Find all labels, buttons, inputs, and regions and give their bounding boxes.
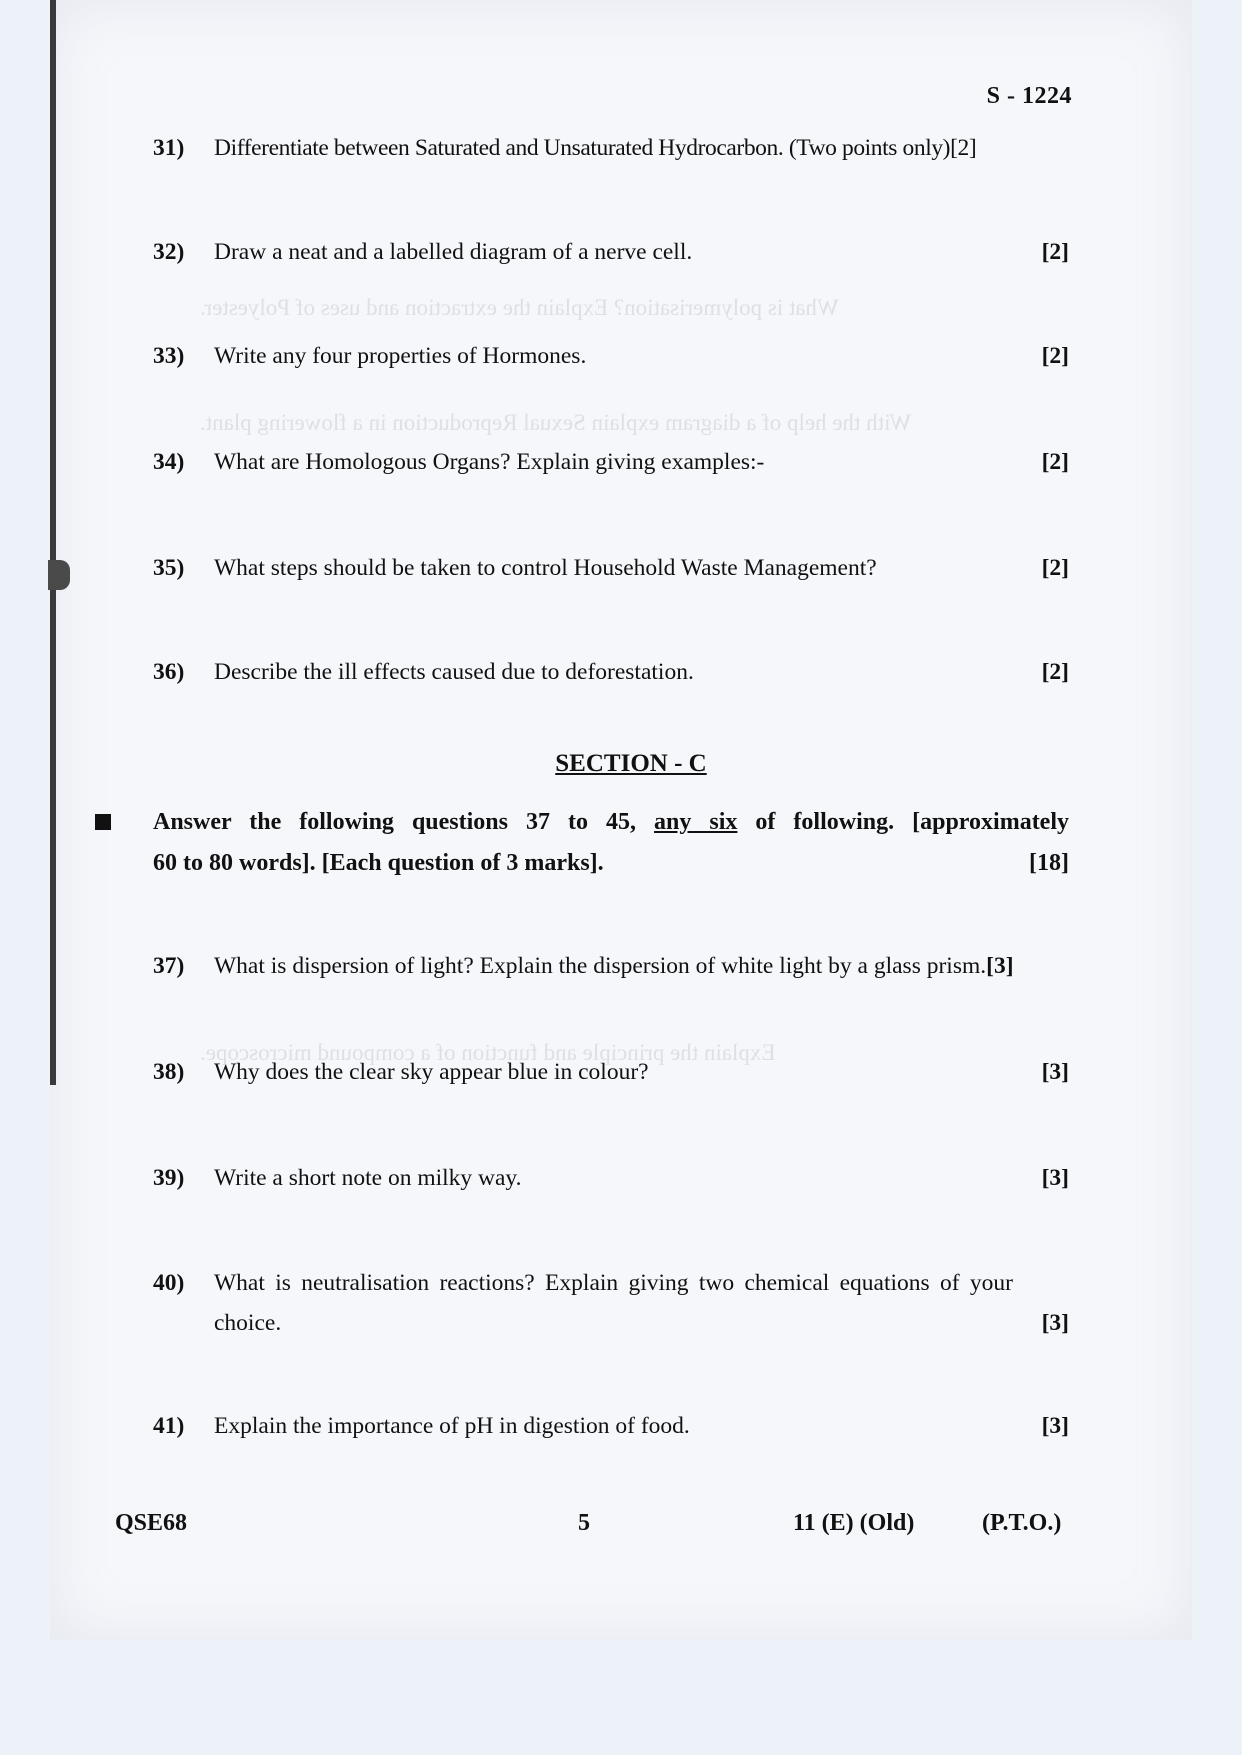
question-number: 35) [153, 555, 185, 581]
instruction-emphasis: any six [654, 809, 738, 835]
footer-class: 11 (E) (Old) [793, 1510, 915, 1536]
question-text-body: What is dispersion of light? Explain the dispersion of white light by a glass prism. [214, 953, 987, 979]
question-32 [153, 232, 1069, 272]
question-31 [153, 128, 1069, 168]
question-text: Differentiate between Saturated and Unsaturated Hydrocarbon. (Two points only)[2] [214, 135, 977, 161]
question-text: Write any four properties of Hormones. [214, 343, 587, 369]
question-marks: [3] [1041, 1413, 1069, 1439]
section-marks: [18] [1029, 850, 1069, 876]
instruction-text: Answer the following questions 37 to 45, [153, 809, 637, 835]
page-footer [0, 1510, 1242, 1550]
question-text: What is neutralisation reactions? Explain giving two chemical equations of your choice. [214, 1270, 1013, 1336]
bleed-through-text: With the help of a diagram explain Sexual Reproduction in a flowering plant. [200, 410, 912, 435]
page-binding-edge [50, 0, 56, 1085]
instruction-line-1 [153, 802, 1069, 843]
question-40 [153, 1263, 1069, 1343]
question-marks: [2] [1041, 343, 1069, 369]
footer-code: QSE68 [115, 1510, 188, 1536]
question-marks: [3] [1041, 1059, 1069, 1085]
question-marks: [3] [1041, 1310, 1069, 1336]
question-marks: [2] [1041, 555, 1069, 581]
section-title: SECTION - C [555, 750, 707, 777]
question-number: 36) [153, 659, 185, 685]
question-33 [153, 336, 1069, 376]
instruction-text: of following. [approximately [755, 809, 1069, 835]
question-35 [153, 548, 1069, 588]
question-text [214, 946, 1069, 986]
question-marks: [3] [986, 953, 1014, 979]
question-38 [153, 1052, 1069, 1092]
question-number: 37) [153, 953, 185, 979]
question-text: Describe the ill effects caused due to deforestation. [214, 659, 694, 685]
question-marks: [2] [1041, 239, 1069, 265]
question-37 [153, 946, 1069, 986]
question-text: Write a short note on milky way. [214, 1165, 522, 1191]
question-number: 31) [153, 135, 185, 161]
question-text: Explain the importance of pH in digestion of food. [214, 1413, 690, 1439]
question-text: Why does the clear sky appear blue in colour? [214, 1059, 649, 1085]
pto-label: (P.T.O.) [982, 1510, 1062, 1536]
question-marks: [3] [1041, 1165, 1069, 1191]
question-text: Draw a neat and a labelled diagram of a nerve cell. [214, 239, 693, 265]
question-number: 39) [153, 1165, 185, 1191]
question-39 [153, 1158, 1069, 1198]
question-number: 33) [153, 343, 185, 369]
question-41 [153, 1406, 1069, 1446]
paper-code: S - 1224 [986, 83, 1072, 109]
section-instruction [153, 802, 1069, 884]
question-number: 41) [153, 1413, 185, 1439]
question-marks: [2] [1041, 449, 1069, 475]
bullet-square-icon [95, 814, 111, 830]
question-number: 38) [153, 1059, 185, 1085]
question-text: What are Homologous Organs? Explain giving examples:- [214, 449, 765, 475]
question-number: 34) [153, 449, 185, 475]
instruction-line-2: 60 to 80 words]. [Each question of 3 marks]. [153, 850, 604, 876]
page-fold [48, 560, 70, 590]
bleed-through-text: Explain the principle and function of a compound microscope. [200, 1040, 776, 1065]
question-marks: [2] [1041, 659, 1069, 685]
bleed-through-text: What is polymerisation? Explain the extraction and uses of Polyester. [200, 295, 839, 320]
question-number: 32) [153, 239, 185, 265]
question-number: 40) [153, 1270, 185, 1296]
question-text: What steps should be taken to control Household Waste Management? [214, 555, 877, 581]
question-34 [153, 442, 1069, 482]
page-number: 5 [578, 1510, 590, 1536]
question-36 [153, 652, 1069, 692]
